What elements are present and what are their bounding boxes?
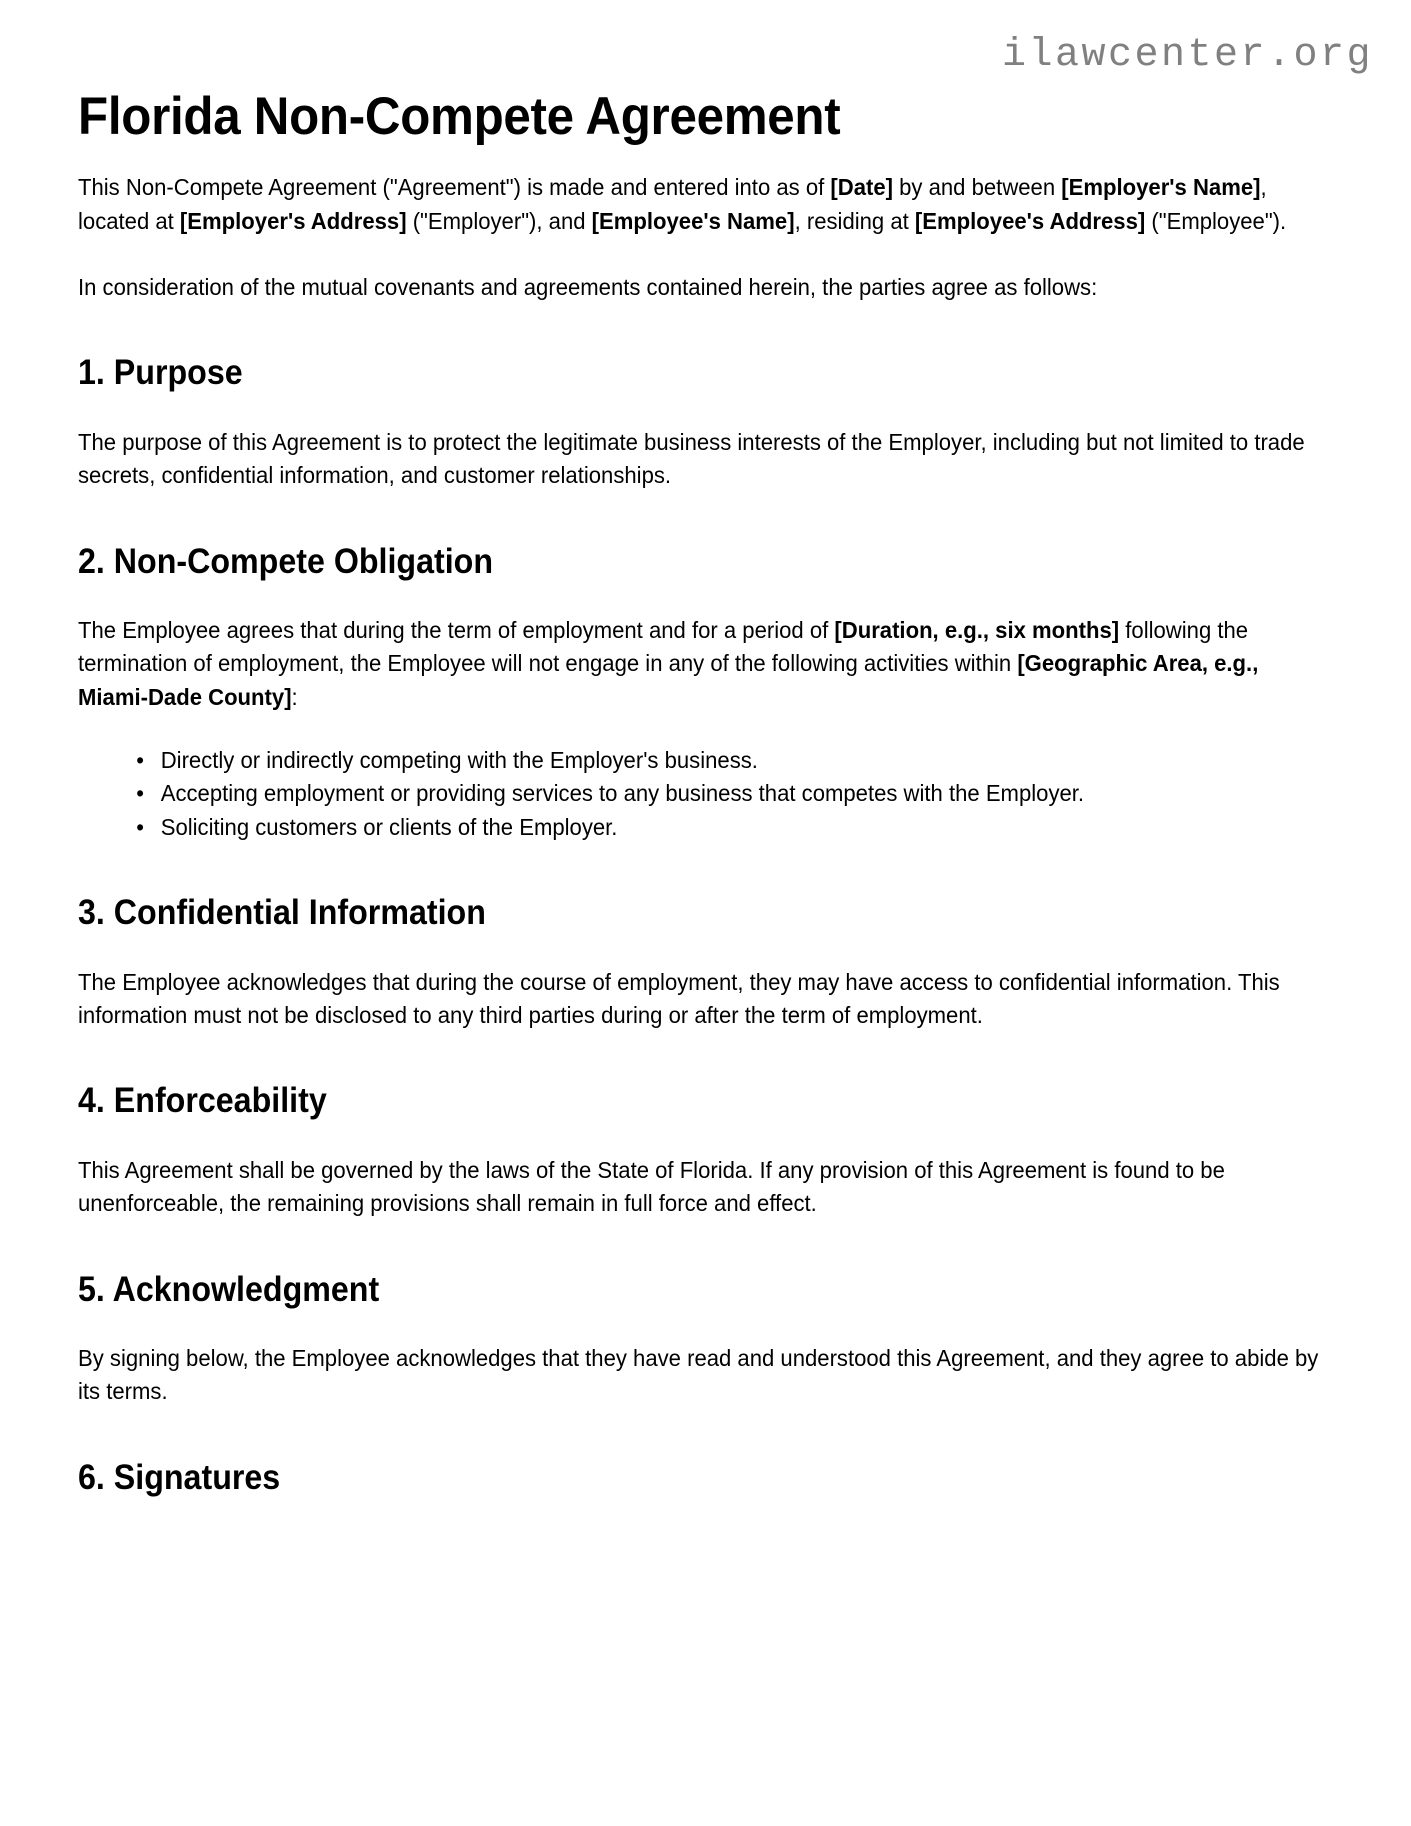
prohibited-activities-list	[78, 744, 1391, 844]
spacer	[78, 1032, 1333, 1082]
field-geographic-area: [Geographic Area, e.g., Miami-Dade County]	[78, 650, 1259, 710]
intro-paragraph-consideration: In consideration of the mutual covenants and agreements contained herein, the parties agree as follows:	[78, 273, 1098, 300]
section-heading-purpose: 1. Purpose	[78, 353, 243, 393]
spacer	[78, 844, 1333, 894]
intro-text-2: by and between	[893, 174, 1062, 201]
field-employee-name: [Employee's Name]	[591, 207, 795, 234]
list-item: • Accepting employment or providing services to any business that competes with the Employer.	[136, 777, 1391, 810]
intro-paragraph-parties	[78, 171, 1333, 238]
intro-block	[78, 145, 1333, 304]
obligation-text-1: The Employee agrees that during the term of employment and for a period of	[78, 617, 835, 644]
list-item: • Soliciting customers or clients of the Employer.	[136, 811, 1391, 844]
page-title: Florida Non-Compete Agreement	[78, 87, 841, 146]
spacer	[78, 581, 1333, 614]
section-heading-enforceability: 4. Enforceability	[78, 1081, 327, 1121]
spacer	[78, 933, 1333, 966]
intro-text-4: ("Employer"), and	[406, 207, 592, 234]
field-duration: [Duration, e.g., six months]	[834, 617, 1120, 644]
section-body-acknowledgment: By signing below, the Employee acknowledges that they have read and understood this Agreement, and they agree to abide by its terms.	[78, 1345, 1319, 1405]
section-body-non-compete-obligation	[78, 614, 1333, 714]
spacer	[78, 238, 1333, 271]
list-item: • Directly or indirectly competing with the Employer's business.	[136, 744, 1391, 777]
spacer	[78, 1309, 1333, 1342]
spacer	[78, 714, 1333, 744]
spacer	[78, 1121, 1333, 1154]
site-watermark: ilawcenter.org	[1001, 33, 1373, 78]
obligation-text-3: :	[291, 683, 298, 710]
intro-text-1: This Non-Compete Agreement ("Agreement") is made and entered into as of	[78, 174, 831, 201]
spacer	[78, 493, 1333, 543]
field-date: [Date]	[830, 174, 894, 201]
section-heading-signatures: 6. Signatures	[78, 1457, 281, 1497]
intro-text-5: , residing at	[794, 207, 915, 234]
spacer	[78, 304, 1333, 354]
section-heading-confidential-information: 3. Confidential Information	[78, 893, 486, 933]
field-employer-address: [Employer's Address]	[179, 207, 407, 234]
section-body-purpose: The purpose of this Agreement is to protect the legitimate business interests of the Employer, including but not limited to trade secrets, confidential information, and customer relationships.	[78, 428, 1305, 489]
section-body-enforceability: This Agreement shall be governed by the laws of the State of Florida. If any provision of this Agreement is found to be unenforceable, the remaining provisions shall remain in full force and effect.	[78, 1156, 1225, 1217]
field-employer-name: [Employer's Name]	[1061, 174, 1261, 201]
section-body-confidential-information: The Employee acknowledges that during the course of employment, they may have access to confidential information. This information must not be disclosed to any third parties during or after the term of employment.	[78, 968, 1280, 1029]
section-heading-non-compete-obligation: 2. Non-Compete Obligation	[78, 541, 494, 581]
spacer	[78, 1221, 1333, 1271]
intro-text-6: ("Employee").	[1145, 207, 1287, 234]
spacer	[78, 393, 1333, 426]
field-employee-address: [Employee's Address]	[914, 207, 1146, 234]
intro-text-3: , located at	[78, 174, 1267, 234]
obligation-text-2: following the termination of employment, the Employee will not engage in any of the following activities within	[78, 617, 1249, 677]
section-heading-acknowledgment: 5. Acknowledgment	[78, 1269, 380, 1309]
spacer	[78, 1409, 1333, 1459]
